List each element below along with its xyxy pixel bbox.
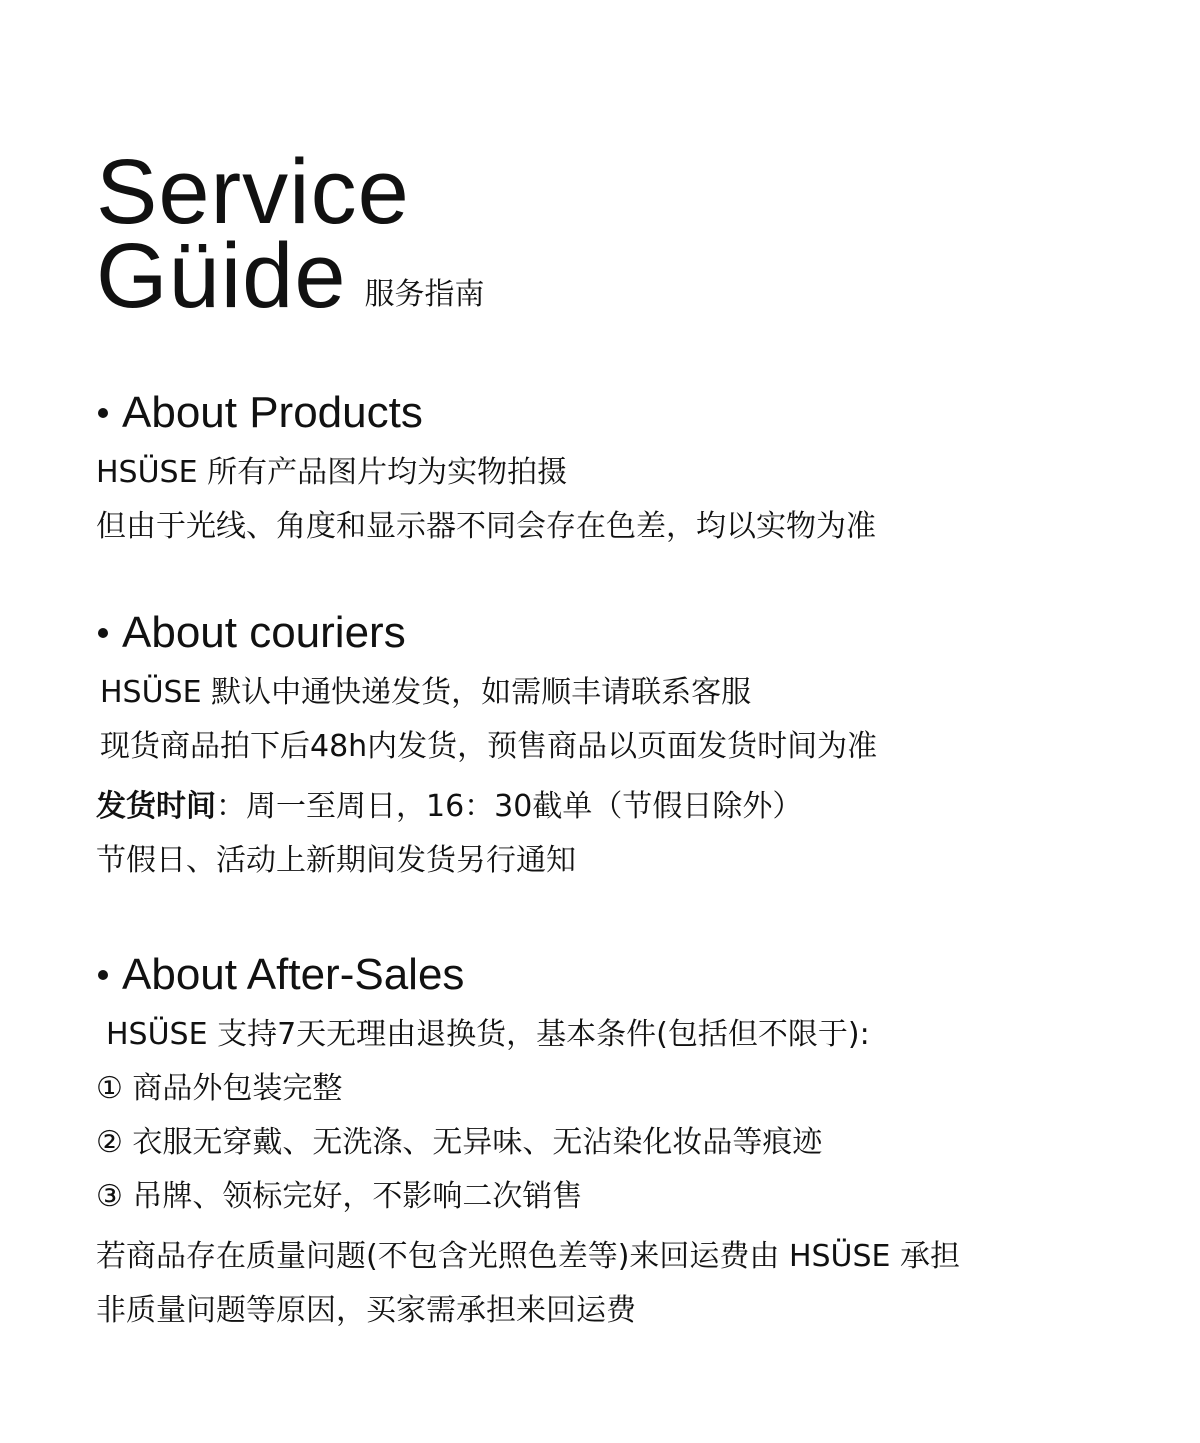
section-couriers — [96, 608, 877, 888]
holiday-note: 节假日、活动上新期间发货另行通知 — [96, 843, 576, 878]
after-sales-condition-1: ① 商品外包装完整 — [96, 1071, 343, 1106]
page-title — [96, 141, 485, 327]
after-sales-line-1: HSÜSE 支持7天无理由退换货，基本条件(包括但不限于): — [106, 1017, 870, 1052]
section-heading-text: About Products — [122, 388, 423, 437]
shipping-time-value: ：周一至周日，16：30截单（节假日除外） — [216, 789, 803, 824]
shipping-time-label: 发货时间 — [96, 789, 216, 824]
couriers-line-2: 现货商品拍下后48h内发货，预售商品以页面发货时间为准 — [100, 729, 878, 764]
after-sales-condition-2: ② 衣服无穿戴、无洗涤、无异味、无沾染化妆品等痕迹 — [96, 1125, 823, 1160]
title-guide: Güide — [96, 225, 347, 327]
products-line-2: 但由于光线、角度和显示器不同会存在色差，均以实物为准 — [96, 509, 876, 544]
section-heading-couriers — [96, 608, 877, 658]
title-row-guide — [96, 225, 485, 327]
section-heading-text: About couriers — [122, 608, 406, 657]
section-heading-after-sales — [96, 950, 960, 1000]
after-sales-condition-3: ③ 吊牌、领标完好，不影响二次销售 — [96, 1179, 583, 1214]
products-line-1: HSÜSE 所有产品图片均为实物拍摄 — [96, 455, 568, 490]
section-heading-products — [96, 388, 876, 438]
bullet-dot-icon — [98, 970, 108, 980]
shipping-time-line — [96, 780, 877, 834]
section-after-sales — [96, 950, 960, 1338]
after-sales-non-quality-note: 非质量问题等原因，买家需承担来回运费 — [96, 1293, 636, 1328]
couriers-line-1: HSÜSE 默认中通快递发货，如需顺丰请联系客服 — [100, 675, 752, 710]
title-chinese: 服务指南 — [364, 277, 485, 312]
title-service: Service — [96, 141, 410, 243]
bullet-dot-icon — [98, 408, 108, 418]
section-products — [96, 388, 876, 554]
after-sales-quality-note: 若商品存在质量问题(不包含光照色差等)来回运费由 HSÜSE 承担 — [96, 1239, 961, 1274]
section-heading-text: About After-Sales — [122, 950, 465, 999]
bullet-dot-icon — [98, 628, 108, 638]
